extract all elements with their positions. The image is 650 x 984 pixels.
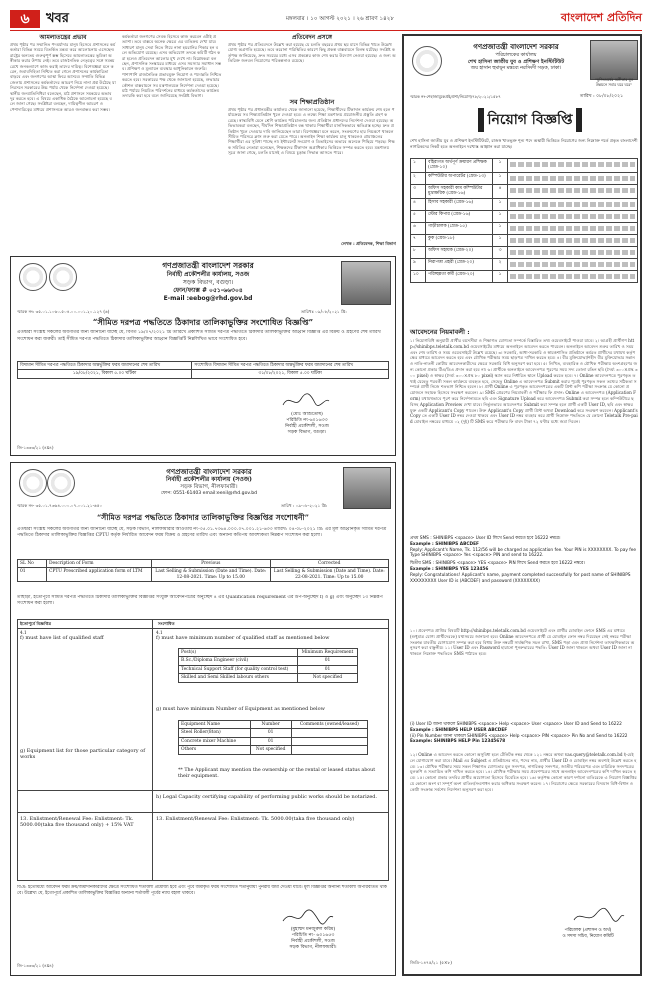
post-count: ১ xyxy=(493,172,508,184)
post-qualification-filler xyxy=(508,222,638,234)
sms-second-example: Example : SHINIBPS YES 123456 xyxy=(410,566,489,572)
portrait-image xyxy=(590,40,638,80)
help-instructions xyxy=(410,722,638,745)
help-example-2: Example: SHINIBPS HELP Pin 12345678 xyxy=(410,739,506,745)
table-cell: Technical Support Staff (for quality control test) xyxy=(179,665,298,673)
signature-image xyxy=(281,391,331,411)
row-divider xyxy=(18,628,388,629)
article-title: প্রতিবেদন প্রসঙ্গে xyxy=(291,34,333,41)
notice-header xyxy=(81,261,335,303)
page-number-box: ৬ xyxy=(10,10,40,28)
post-count: ৪ xyxy=(493,184,508,198)
post-name: নিরাপত্তা প্রহরী (গ্রেড-২০) xyxy=(426,258,493,270)
staff-table xyxy=(178,648,358,683)
table-header: Equipment Name xyxy=(179,721,251,729)
post-serial: ২ xyxy=(411,172,426,184)
post-qualification-filler xyxy=(508,246,638,258)
apply-rules: ১। নিয়োগবিধি অনুযায়ী প্রার্থীর বয়সসীমা ও শিক্ষাগত যোগ্যতা সম্পর্কে বিস্তারিত তথ্য ওয়েবসাইটে পাওয়া যাবে। ২। আগ্রহী প্রার্থীগণ http://shinibps.teletalk.com.bd ওয়েবসাইটের মাধ্যমে অনলাইনে আবেদন করতে পারবেন। অনলাইনে আবেদন শুরুর তারিখ ও সময় এবং শেষ তারিখ ও সময় ওয়েবসাইটে উল্লেখ রয়েছে। ৩। সরকারি, আধা-সরকারি ও স্বায়ত্তশাসিত প্রতিষ্ঠানে কর্মরত প্রার্থীদের যথাযথ কর্তৃপক্ষের মাধ্যমে আবেদন করতে হবে এবং মৌখিক পরীক্ষার সময় ছাড়পত্র দাখিল করতে হবে। ৪। বীর মুক্তিযোদ্ধা/শহীদ বীর মুক্তিযোদ্ধার সন্তান ও নাতি-নাতনী কোটায় আবেদনকারীদের ক্ষেত্রে সরকারি বিধি অনুসরণ করা হবে। ৫। লিখিত, ব্যবহারিক ও মৌখিক পরীক্ষায় অংশগ্রহণের জন্য কোনো প্রকার টিএ/ডিএ প্রদান করা হবে না। ৬। প্রার্থীকে অনলাইনে আবেদনপত্র পূরণের সময় সদ্য তোলা রঙিন ছবি (দৈর্ঘ্য ৩০০×প্রস্থ ৩০০ pixel) ও স্বাক্ষর (দৈর্ঘ্য ৩০০×প্রস্থ ৮০ pixel) স্ক্যান করে নির্ধারিত স্থানে Upload করতে হবে। ৭। Online আবেদনপত্রে পূরণকৃত তথ্যই যেহেতু পরবর্তী সকল কার্যক্রমে ব্যবহৃত হবে, সেহেতু Online এ আবেদনপত্র Submit করার পূর্বেই পূরণকৃত সকল তথ্যের সঠিকতা সম্পর্কে প্রার্থী নিজে শতভাগ নিশ্চিত হবেন। ৮। প্রার্থী Online এ পূরণকৃত আবেদনপত্রের একটি প্রিন্ট কপি পরীক্ষা সংক্রান্ত যে কোনো প্রয়োজনে সহায়ক হিসেবে সংরক্ষণ করবেন। ৯। SMS প্রেরণের নিয়মাবলী ও পরীক্ষার ফি প্রদান: Online এ আবেদনপত্র (Application Form) যথাযথভাবে পূরণ করে নির্দেশনামতে ছবি এবং Signature Upload করে আবেদনপত্র Submit করা সম্পন্ন হলে কম্পিউটারে ছবিসহ Application Preview দেখা যাবে। নির্ভুলভাবে আবেদনপত্র Submit করা সম্পন্ন হলে প্রার্থী একটি User ID, ছবি এবং স্বাক্ষরযুক্ত একটি Applicant's Copy পাবেন। উক্ত Applicant's Copy প্রার্থী প্রিন্ট অথবা Download করে সংরক্ষণ করবেন। Applicant's Copy তে একটি User ID নম্বর দেওয়া থাকবে এবং User ID নম্বর ব্যবহার করে প্রার্থী নিম্নোক্ত পদ্ধতিতে যে কোনো Teletalk Pre-paid মোবাইল নম্বরের মাধ্যমে ০২ (দুই) টি SMS করে পরীক্ষার ফি বাবদ টাকা ৭২ ঘণ্টার মধ্যে জমা দিবেন। xyxy=(410,338,638,425)
post-serial: ১ xyxy=(411,159,426,173)
table-header: Post(s) xyxy=(179,649,298,657)
post-qualification-filler xyxy=(508,184,638,198)
sms-second-reply: Reply: Congratulations! Applicant's name, payment completed successfully for post name of SHINIBPS XXXXXXXXX User ID is (ABCDEF) and password (XXXXXXXX) xyxy=(410,572,631,584)
table-cell: Skilled and Semi Skilled labours others xyxy=(179,674,298,682)
notice-code: জি-১৩৩৩/২১ (৪x৪) xyxy=(17,445,54,450)
post-serial: ৫ xyxy=(411,210,426,222)
signer-id: পরিচিতি নং- ৬০১৬৫৩ xyxy=(291,933,335,938)
notice-header xyxy=(81,467,337,497)
address: জয় হাসান হুমায়ূন মন্তব্যে নরসিংদী সড়ক, ঢাকা। xyxy=(470,66,562,71)
notice-body-2: তাছাড়া, ইতোপূর্বে সীমিত দরপত্র পদ্ধতিতে ঠিকাদার তালিকাভুক্তির বিজ্ঞপ্তির সংযুক্ত আবেদনপত্রের অনুচ্ছেদ ৪ এর Qualification requirement এর উপ-অনুচ্ছেদ f) ও g) এবং অনুচ্ছেদ ১৩ নিম্নরূপ সংশোধন করা হলো। xyxy=(17,595,383,607)
right-item-13: 13. Enlistment/Renewal Fee: Enlistment: Tk. 5000.00(taka five thousand only) xyxy=(156,816,355,822)
table-cell: Others xyxy=(179,746,251,754)
notice-header xyxy=(444,42,588,73)
article-footer: লেখক : প্রতিবেদক, শিক্ষা বিভাগ xyxy=(341,241,396,246)
sms-second: দ্বিতীয় SMS : SHINIBPS <space> YES <space> PIN লিখে Send করতে হবে 16222 নম্বরে। xyxy=(410,561,585,567)
signer-id: পরিচিতি নং-৬০১৬৩৩ xyxy=(286,418,328,423)
equipment-note: ** The Applicant may mention the ownership or the rental or leased status about their equipment. xyxy=(178,768,376,779)
table-cell: Not specified xyxy=(297,674,357,682)
memo-number: স্মারক নং-শেহাজাযুকেপ্রই/প্রশা/নিয়োগ/৭৮/২০২১/১৫৮৭ xyxy=(410,94,501,99)
table-header: বিদ্যমান সীমিত দরপত্র পদ্ধতিতে ঠিকাদার অন্তর্ভুক্তির ফরম জমাদানের শেষ তারিখ xyxy=(18,362,192,370)
article-body: প্রথম পৃষ্ঠার পর প্রতিবেদনে উল্লেখ করা হয়েছে যে চলতি বছরের প্রথম ছয় মাসে বিভিন্ন খাতে উল্লেখযোগ্য অগ্রগতি হয়েছে। তবে করোনা পরিস্থিতির কারণে কিছু প্রকল্প বাস্তবায়নে বিলম্ব ঘটেছে। সংশ্লিষ্ট কর্তৃপক্ষ জানিয়েছে, দ্রুত সময়ের মধ্যে এসব প্রকল্পের কাজ শেষ করার উদ্যোগ নেওয়া হয়েছে। এ জন্য অতিরিক্ত জনবল নিয়োগের পরিকল্পনাও রয়েছে। xyxy=(228,42,396,64)
left-item-13: 13. Enlistment/Renewal Fee: Enlistment: Tk. 5000.00(taka five thousand only) + 15% VAT xyxy=(20,816,134,829)
table-row xyxy=(411,172,638,184)
sms-first-reply: Reply: Applicant's Name, Tk. 112/56 will be charged as application fee. Your PIN is XXXXXXXX. To pay fee Type SHINIBPS <space> Yes <space> PIN and send to 16222. xyxy=(410,547,637,559)
table-cell: ৩১/০৮/২০২১, বিকাল ৫.০০ ঘটিকা xyxy=(192,370,389,378)
signer-sub: ও সদস্য সচিব, নিয়োগ কমিটি xyxy=(562,933,614,939)
post-name: পরিচ্ছন্নতা কর্মী (গ্রেড-২০) xyxy=(426,270,493,282)
notice-title: “সীমিত দরপত্র পদ্ধতিতে ঠিকাদার তালিকাভুক্তির বিজ্ঞপ্তির সংশোধনী” xyxy=(96,513,310,522)
signer-title: নির্বাহী প্রকৌশলী, সওজ xyxy=(285,424,329,429)
memo-date: তারিখ : ০৮/০৮/২০২১ xyxy=(580,94,624,99)
division-name: সড়ক বিভাগ, নীলফামারী। xyxy=(180,484,238,490)
left-item-4-1: 4.1 f) must have list of qualified staff xyxy=(20,630,148,642)
post-count: ১ xyxy=(493,234,508,246)
notice-title: নিয়োগ বিজ্ঞপ্তি xyxy=(487,112,573,128)
table-header: Comments (owned/leased) xyxy=(291,721,367,729)
right-item-g: g) must have minimum Number of Equipment as mentioned below xyxy=(156,706,325,712)
column-header-corrected: সংশোধিত xyxy=(158,621,175,626)
row-divider xyxy=(18,812,388,813)
table-header: Previous xyxy=(152,560,271,568)
post-name: গাড়ীচালক (গ্রেড-১৫) xyxy=(426,222,493,234)
post-qualification-filler xyxy=(508,172,638,184)
notice-code: জি-১৩৩৩/২১ (৪x৪) xyxy=(17,963,54,968)
post-count: ১ xyxy=(493,222,508,234)
apply-title: আবেদনের নিয়মাবলী : xyxy=(410,328,470,336)
article-column-3 xyxy=(228,34,396,248)
right-staff-text: f) must have minimum number of qualified staff as mentioned below xyxy=(156,635,330,642)
table-row xyxy=(411,270,638,282)
rhd-logo-icon xyxy=(49,263,77,291)
form-date-table xyxy=(17,559,389,582)
masthead-logo: বাংলাদেশ প্রতিদিন xyxy=(560,11,642,24)
govt-seal-icon xyxy=(19,263,47,291)
post-count: ১ xyxy=(493,159,508,173)
govt-seal-icon xyxy=(19,469,47,497)
table-row xyxy=(411,184,638,198)
signer-name: (মুহাম্মদ মনজুরুল করিম) xyxy=(290,927,336,932)
table-row xyxy=(411,210,638,222)
notice-intro: শেখ হাসিনা জাতীয় যুব ও প্রশিক্ষণ ইনস্টিটিউটে, রাজস্ব খাতভুক্ত শূন্য পদে অস্থায়ী ভিত্তিতে নিয়োগের জন্য নিম্নোক্ত শর্তে প্রকৃত বাংলাদেশী নাগরিকদের নিকট হতে অনলাইনে দরখাস্ত আহ্বান করা যাচ্ছে। xyxy=(410,138,638,149)
table-cell: 01 xyxy=(18,568,47,582)
table-cell xyxy=(291,746,367,754)
date-table xyxy=(17,361,389,379)
post-count: ৩ xyxy=(493,246,508,258)
post-count: ২ xyxy=(493,258,508,270)
column-divider xyxy=(152,620,153,880)
table-cell: Not specified xyxy=(250,746,291,754)
date-line: মঙ্গলবার । ১০ আগস্ট ২০২১ । ২৬ শ্রাবণ ১৪২৮ xyxy=(285,16,395,22)
sms-first: প্রথম SMS : SHINIBPS <space> User ID লিখে Send করতে হবে 16222 নম্বরে। xyxy=(410,536,561,541)
table-cell: Concrete mixer Machine xyxy=(179,737,251,745)
post-qualification-filler xyxy=(508,210,638,222)
notice-footer-text: বি:দ্র: ইতোমধ্যে আবেদন ফরম ক্রয়/জমাদানকারীদের ক্ষেত্রে সংশোধিত শর্তাবলী প্রযোজ্য হবে এবং পূর্বে জমাকৃত ফরম সংশোধিত শর্তানুযায়ী পুনরায় জমা দেওয়া যাবে। মূল বিজ্ঞপ্তির অন্যান্য শর্তাবলী অপরিবর্তিত থাকবে। উল্লেখ্য যে, ইতোপূর্বে প্রকাশিত তালিকাভুক্তির বিজ্ঞপ্তির অন্যান্য শর্তাবলী পূর্বের ন্যায় বহাল থাকবে। xyxy=(17,885,387,896)
signer-block xyxy=(243,927,383,951)
post-serial: ৬ xyxy=(411,222,426,234)
table-row xyxy=(411,159,638,173)
help-example: Example : SHINIBPS HELP USER ABCDEF xyxy=(410,727,508,733)
memo-number: স্মারক নং: ৩৫.০১.১০৬০.৫০৪.০০.০০১.২০.১২৭ (৬) xyxy=(17,309,110,314)
signer-division: সড়ক বিভাগ, বগুড়া। xyxy=(287,430,327,435)
post-name: কুক (গ্রেড-১৮) xyxy=(426,234,493,246)
left-staff-text: f) must have list of qualified staff xyxy=(20,635,104,642)
table-cell: 01 xyxy=(297,665,357,673)
signature-image xyxy=(572,906,626,926)
table-header: Minimum Requirement xyxy=(297,649,357,657)
table-header: SL No xyxy=(18,560,47,568)
gov-name: গণপ্রজাতন্ত্রী বাংলাদেশ সরকার xyxy=(473,42,559,51)
signer-block xyxy=(247,412,367,436)
post-name: অফিস সহকারী কাম কম্পিউটার মুদ্রাক্ষরিক (গ্রেড-১৬) xyxy=(426,184,493,198)
office-name: নির্বাহী প্রকৌশলীর কার্যালয় (সওজ) xyxy=(166,476,252,483)
post-name: অফিস সহায়ক (গ্রেড-২০) xyxy=(426,246,493,258)
govt-seal-icon xyxy=(412,46,442,76)
rhd-logo-icon xyxy=(47,469,75,497)
post-name: স্টোর কিপার (গ্রেড-১৬) xyxy=(426,210,493,222)
contact: ফোন: 0551-61403 email:eenil@rhd.gov.bd xyxy=(160,491,258,496)
email: E-mail :eebog@rhd.gov.bd xyxy=(163,295,253,302)
memo-date: তারিখঃ ০৯/০৮/২০২১ খ্রি: xyxy=(301,309,347,314)
notice-body: এতদ্বারা সংশ্লিষ্ট সকলের অবগতির জন্য জানানো যাচ্ছে যে, বিগত ১৯/০৭/২০২১ খ্রি তারিখে প্রকাশিত সীমিত দরপত্র পদ্ধতিতে ঠিকাদার তালিকাভুক্তির আহ্বান বিজ্ঞপ্তি এর বিক্রয় ও গ্রহণের শেষ তারিখ সংশোধন করা জরুরী। তাই সীমিত দরপত্র পদ্ধতিতে ঠিকাদার তালিকাভুক্তির আহ্বান বিজ্ঞপ্তিটি নিম্নলিখিত ভাবে সংশোধিত হবে। xyxy=(17,330,381,342)
article-column-2 xyxy=(122,34,222,248)
gov-name: গণপ্রজাতন্ত্রী বাংলাদেশ সরকার xyxy=(162,261,254,270)
table-cell: Last Selling & Submission (Date and Time). Date: 22-08-2021. Time: Up to 15.00 xyxy=(270,568,389,582)
pin-help: (ii) Pin Number জানা থাকলে SHINIBPS <space> Help <space> PIN <space> Pin No and Send to 16222 xyxy=(410,733,628,739)
post-count: ১ xyxy=(493,270,508,282)
post-serial: ৩ xyxy=(411,184,426,198)
right-item-4-1: 4.1 f) must have minimum number of qualified staff as mentioned below xyxy=(156,630,386,642)
notice-title: “সীমিত দরপত্র পদ্ধতিতে ঠিকাদার তালিকাভুক্তির সংশোধিত বিজ্ঞপ্তি” xyxy=(92,317,314,327)
portrait-image xyxy=(341,261,391,305)
institute-name: শেখ হাসিনা জাতীয় যুব ও প্রশিক্ষণ ইনস্টিটিউট xyxy=(467,59,565,65)
post-count: ১ xyxy=(493,210,508,222)
table-cell: 01 xyxy=(297,657,357,665)
division-name: সড়ক বিভাগ, বগুড়া। xyxy=(182,279,234,286)
sms-first-example: Example : SHINIBPS ABCDEF xyxy=(410,541,479,547)
post-serial: ৯ xyxy=(411,258,426,270)
table-row xyxy=(411,222,638,234)
notice-body: এতদ্বারা সংশ্লিষ্ট সকলের অবগতির জন্য জানানো যাচ্ছে যে, সড়ক বিভাগ, নীলফামারীর আওতায় নং-৩৫.০১.৭৩৬৪.০০০.০৭.০০১.২১-৬৩৩ তারিখ: ০৪-০৮-২০২১ খ্রি: এর মূল আহ্বানকৃত সীমিত দরপত্র পদ্ধতিতে ঠিকাদার তালিকাভুক্তির বিজ্ঞপ্তির CPTU কর্তৃক নির্ধারিত আবেদন ফরম বিক্রয় ও গ্রহণের তারিখ এবং অন্যান্য কতিপয় আবশ্যকতা নিম্নরূপ সংশোধন করা হলো। xyxy=(17,527,387,539)
table-cell: B.Sc./Diploma Engineer (civil) xyxy=(179,657,298,665)
signer-title: পরিচালক (প্রশাসন ও অর্থ) xyxy=(564,928,612,933)
office-name: নির্বাহী প্রকৌশলীর কার্যালয়, সওজ xyxy=(166,271,250,278)
post-serial: ৪ xyxy=(411,198,426,210)
table-cell: 01 xyxy=(250,737,291,745)
phone: ফোন/ফ্যাক্স # ০৫১-৬৬৩০৪ xyxy=(173,287,243,294)
posts-table xyxy=(410,158,638,283)
post-count: ১ xyxy=(493,198,508,210)
user-help: (i) User ID জানা থাকলে SHINIBPS <space> Help <space> User <space> User ID and Send to 16222 xyxy=(410,722,622,727)
article-body: প্রথম পৃষ্ঠার পর প্রধানমন্ত্রীর কার্যালয় থেকে জানানো হয়েছে, শিক্ষার্থীদের টিকাদান কার্যক্রম শেষ হলে পর্যায়ক্রমে সব শিক্ষাপ্রতিষ্ঠান খুলে দেওয়া হবে। এ লক্ষ্যে শিক্ষা মন্ত্রণালয় প্রয়োজনীয় প্রস্তুতি গ্রহণ করেছে। স্বাস্থ্যবিধি মেনে শ্রেণি কার্যক্রম পরিচালনার জন্য প্রতিষ্ঠান প্রধানদের নির্দেশনা দেওয়া হয়েছে। অভিভাবকরা বলছেন, দীর্ঘদিন শিক্ষাপ্রতিষ্ঠান বন্ধ থাকায় শিক্ষার্থীরা মানসিকভাবে ক্ষতিগ্রস্ত হচ্ছে। দ্রুত প্রতিষ্ঠান খুলে দেওয়ার দাবি জানিয়েছেন তারা। বিশেষজ্ঞরা মনে করেন, সংক্রমণের হার নিয়ন্ত্রণে থাকলে সীমিত পরিসরে ক্লাস শুরু করা যেতে পারে। অনলাইন শিক্ষা কার্যক্রম চালু থাকলেও গ্রামাঞ্চলের শিক্ষার্থীরা এর সুবিধা পাচ্ছে না। ইন্টারনেট সংযোগ ও ডিভাইসের অভাবে অনেকে পিছিয়ে পড়ছে। শিক্ষক সমিতির নেতারা বলেছেন, শিক্ষকদের টিকাদান অগ্রাধিকার ভিত্তিতে সম্পন্ন করতে হবে। মন্ত্রণালয় সূত্রে জানা গেছে, চলতি মাসেই এ বিষয়ে চূড়ান্ত সিদ্ধান্ত আসতে পারে। xyxy=(228,107,395,156)
post-qualification-filler xyxy=(508,159,638,173)
post-qualification-filler xyxy=(508,270,638,282)
post-name: হিসাব সহকারী (গ্রেড-১৬) xyxy=(426,198,493,210)
notice-code: জিডি-১৪৭৫/২১ (৫×৮) xyxy=(410,960,452,965)
office-line: পরিচালকের কার্যালয় xyxy=(495,52,537,58)
post-serial: ৭ xyxy=(411,234,426,246)
sms-instructions xyxy=(410,536,638,584)
article-title: আমলাতন্ত্রের প্রভাব xyxy=(39,34,87,41)
signer-name: (মোঃ আশুতোষ) xyxy=(291,412,323,417)
post-serial: ১০ xyxy=(411,270,426,282)
table-cell: 01 xyxy=(250,729,291,737)
table-cell xyxy=(291,737,367,745)
table-row xyxy=(411,246,638,258)
table-cell xyxy=(291,729,367,737)
table-row xyxy=(411,198,638,210)
table-header: সংশোধিত বিদ্যমান সীমিত দরপত্র পদ্ধতিতে ঠিকাদার অন্তর্ভুক্তির ফরম জমাদানের শেষ তারিখ xyxy=(192,362,389,370)
table-cell: Last Selling & Submission (Date and Time). Date: 12-08-2021. Time: Up to 15.00 xyxy=(152,568,271,582)
equipment-table xyxy=(178,720,368,755)
notice-nilphamari xyxy=(10,462,396,976)
article-body: প্রথম পৃষ্ঠার পর সম্মানিত পদমর্যাদার মানুষ হিসেবে প্রশাসনের কর্মকর্তারা বিভিন্ন সময়ে বিতর্কিত মন্তব্য করে আলোচনায় এসেছেন। রাষ্ট্রের অন্যতম গুরুত্বপূর্ণ স্তম্ভ হিসেবে আমলাতন্ত্রের ভূমিকা অস্বীকার করার উপায় নেই। তবে রাজনৈতিক নেতৃত্বের সঙ্গে সমন্বয় রেখে জনকল্যাণে কাজ করাই তাদের দায়িত্ব। বিশেষজ্ঞরা মনে করেন, জবাবদিহিতা নিশ্চিত করা গেলে প্রশাসনের কার্যকারিতা বাড়বে এবং জনগণের আস্থা ফিরে আসবে। সম্প্রতি বিভিন্ন জেলায় প্রশাসনের কর্মকর্তাদের আচরণ নিয়ে নানা প্রশ্ন উঠেছে যা নিরসনে সরকারের উচ্চ পর্যায় থেকে নির্দেশনা দেওয়া হয়েছে। স্থানীয় জনপ্রতিনিধিরা বলেছেন, মাঠ প্রশাসনে সমন্বয়ের অভাব দূর করতে হবে। এ বিষয়ে একাধিক বৈঠকে আলোচনা হয়েছে বলে জানা গেছে। সংশ্লিষ্টরা বলছেন, দায়িত্বশীল আচরণ ও পেশাদারিত্বের মাধ্যমে প্রশাসনকে আরও জনবান্ধব করা সম্ভব। xyxy=(10,42,116,112)
table-row xyxy=(411,258,638,270)
post-name: বহিরাগত অর্থপূর্ণ ক্রয়ারণ প্রশিক্ষক (গ্রেড-১০) xyxy=(426,159,493,173)
post-name: কম্পিউটার অপারেটর (গ্রেড-১৩) xyxy=(426,172,493,184)
title-frame xyxy=(478,108,582,132)
post-qualification-filler xyxy=(508,198,638,210)
right-item-h: h) Legal Capacity certifying capability of performing public works should be notarized. xyxy=(156,794,378,800)
signer-division: সড়ক বিভাগ, নীলফামারী। xyxy=(289,945,337,950)
table-header: Number xyxy=(250,721,291,729)
final-rules: ১২। Online এ আবেদন করতে কোনো অসুবিধা হলে টেলিটক নম্বর থেকে ১২১ নম্বরে অথবা vas.query@teletalk.com.bd ই-মেইলে যোগাযোগ করা যাবে। Mail এর Subject এ প্রতিষ্ঠানের নাম, পদের নাম, প্রার্থীর User ID ও মোবাইল নম্বর অবশ্যই উল্লেখ করতে হবে। ১৩। মৌখিক পরীক্ষার সময় সকল শিক্ষাগত যোগ্যতার মূল সনদপত্র, নাগরিকত্ব সনদপত্র, জাতীয় পরিচয়পত্র এবং চারিত্রিক সনদপত্রের মূলকপি ও সত্যায়িত কপি দাখিল করতে হবে। ১৪। মৌখিক পরীক্ষার সময় প্রবেশপত্রের সাথে অনলাইন আবেদনপত্রের কপি দাখিল করতে হবে। ১৫। কোনো প্রকার তদবির প্রার্থীর অযোগ্যতা হিসেবে বিবেচিত হবে। ১৬। কর্তৃপক্ষ কোনো কারণ দর্শানো ব্যতিরেকে এ নিয়োগ বিজ্ঞপ্তির যে কোনো অংশ বা সম্পূর্ণ অংশ বাতিল/সংশোধন করার অধিকার সংরক্ষণ করেন। ১৭। নিয়োগের ক্ষেত্রে সরকারের বিদ্যমান বিধি-বিধান ও কোটা সংক্রান্ত সর্বশেষ নির্দেশনা অনুসরণ করা হবে। xyxy=(410,752,637,792)
table-cell: Steel Roller(8ton) xyxy=(179,729,251,737)
notice-recruitment xyxy=(402,34,642,976)
gov-name: গণপ্রজাতন্ত্রী বাংলাদেশ সরকার xyxy=(166,467,252,476)
post-serial: ৮ xyxy=(411,246,426,258)
notice-bogura xyxy=(10,256,396,456)
portrait-image xyxy=(343,467,391,509)
left-item-g: g) Equipment list for those particular category of works xyxy=(20,748,146,761)
table-header: Description of Form xyxy=(47,560,152,568)
signer-title: নির্বাহী প্রকৌশলী, সওজ xyxy=(291,939,335,944)
section-label: খবর xyxy=(46,11,69,26)
article-column-1 xyxy=(10,34,116,248)
page-header xyxy=(10,8,642,31)
table-cell: ১৯/০৮/২০২১, বিকাল ৫.০০ ঘটিকা xyxy=(18,370,192,378)
signer-block xyxy=(536,928,640,940)
memo-date: তারিখ : ০৯-০৮-২০২১ খ্রি: xyxy=(281,503,328,508)
login-rules: ১০। প্রবেশপত্র প্রাপ্তির বিষয়টি http://shinibps.teletalk.com.bd ওয়েবসাইটে এবং প্রার্থীর মোবাইল ফোনে SMS এর মাধ্যমে (শুধুমাত্র যোগ্য প্রার্থীদেরকে) যথাসময়ে জানানো হবে। Online আবেদনপত্রে প্রার্থী যে মোবাইল ফোন নম্বর দিয়েছেন সেই নম্বরে পরীক্ষা সংক্রান্ত যাবতীয় যোগাযোগ সম্পন্ন করা হবে বিধায় উক্ত নম্বরটি সার্বক্ষণিক সচল রাখা, SMS পড়া এবং প্রাপ্ত নির্দেশনা তাৎক্ষণিকভাবে অনুসরণ করা বাঞ্ছনীয়। ১১। User ID এবং Password হারানো পুনরুদ্ধারের পদ্ধতি: User ID জানা থাকলে অথবা User ID জানা না থাকলে নিম্নোক্ত পদ্ধতিতে SMS পাঠাতে হবে। xyxy=(410,628,635,657)
article-title: সব শিক্ষাপ্রতিষ্ঠান xyxy=(289,98,335,106)
table-row xyxy=(411,234,638,246)
comparison-grid xyxy=(17,619,389,881)
memo-number: স্মারক নং- ৩৫.০১.৭৩৬৪.০০০.০৭.০০১.২১-৬৫০ xyxy=(17,503,103,508)
row-divider xyxy=(18,790,388,791)
post-qualification-filler xyxy=(508,234,638,246)
table-header: Corrected xyxy=(270,560,389,568)
slogan: "মুজিববর্ষের অঙ্গীকার যুব উন্নয়নে সবার ঘরে ঘরে" xyxy=(595,77,633,87)
table-cell: CPTU Prescribed application form of LTM xyxy=(47,568,152,582)
column-header-previous: ইতোপূর্বে বিজ্ঞপ্তির xyxy=(20,621,52,626)
signature-image xyxy=(281,909,335,927)
post-qualification-filler xyxy=(508,258,638,270)
article-body: কর্মকর্তারা জনগণের সেবক হিসেবে কাজ করবেন এটাই প্রত্যাশা। তবে বাস্তবে অনেক ক্ষেত্রে এর ব্যতিক্রম দেখা যায়। সাধারণ মানুষ সেবা নিতে গিয়ে নানা হয়রানির শিকার হন বলে অভিযোগ রয়েছে। এসব অভিযোগ তদন্তে কমিটি গঠন করা হলেও প্রতিবেদন আলোর মুখ দেখে না। বিশ্লেষকরা বলছেন, প্রশাসনিক সংস্কারের মাধ্যমে এসব সমস্যার সমাধান সম্ভব। প্রশিক্ষণ ও মূল্যায়ন ব্যবস্থার আধুনিকায়ন জরুরি। পাশাপাশি রাজনৈতিক প্রভাবমুক্ত নিয়োগ ও পদোন্নতি নিশ্চিত করতে হবে। সরকারের পক্ষ থেকে জানানো হয়েছে, শুদ্ধাচার কৌশল বাস্তবায়নে সব মন্ত্রণালয়কে নির্দেশনা দেওয়া হয়েছে। মাঠ পর্যায়ে নিয়মিত পরিদর্শনের মাধ্যমে কর্মকর্তাদের কার্যক্রম তদারকি করা হবে বলে জানিয়েছে সংশ্লিষ্ট বিভাগ। xyxy=(122,34,222,99)
